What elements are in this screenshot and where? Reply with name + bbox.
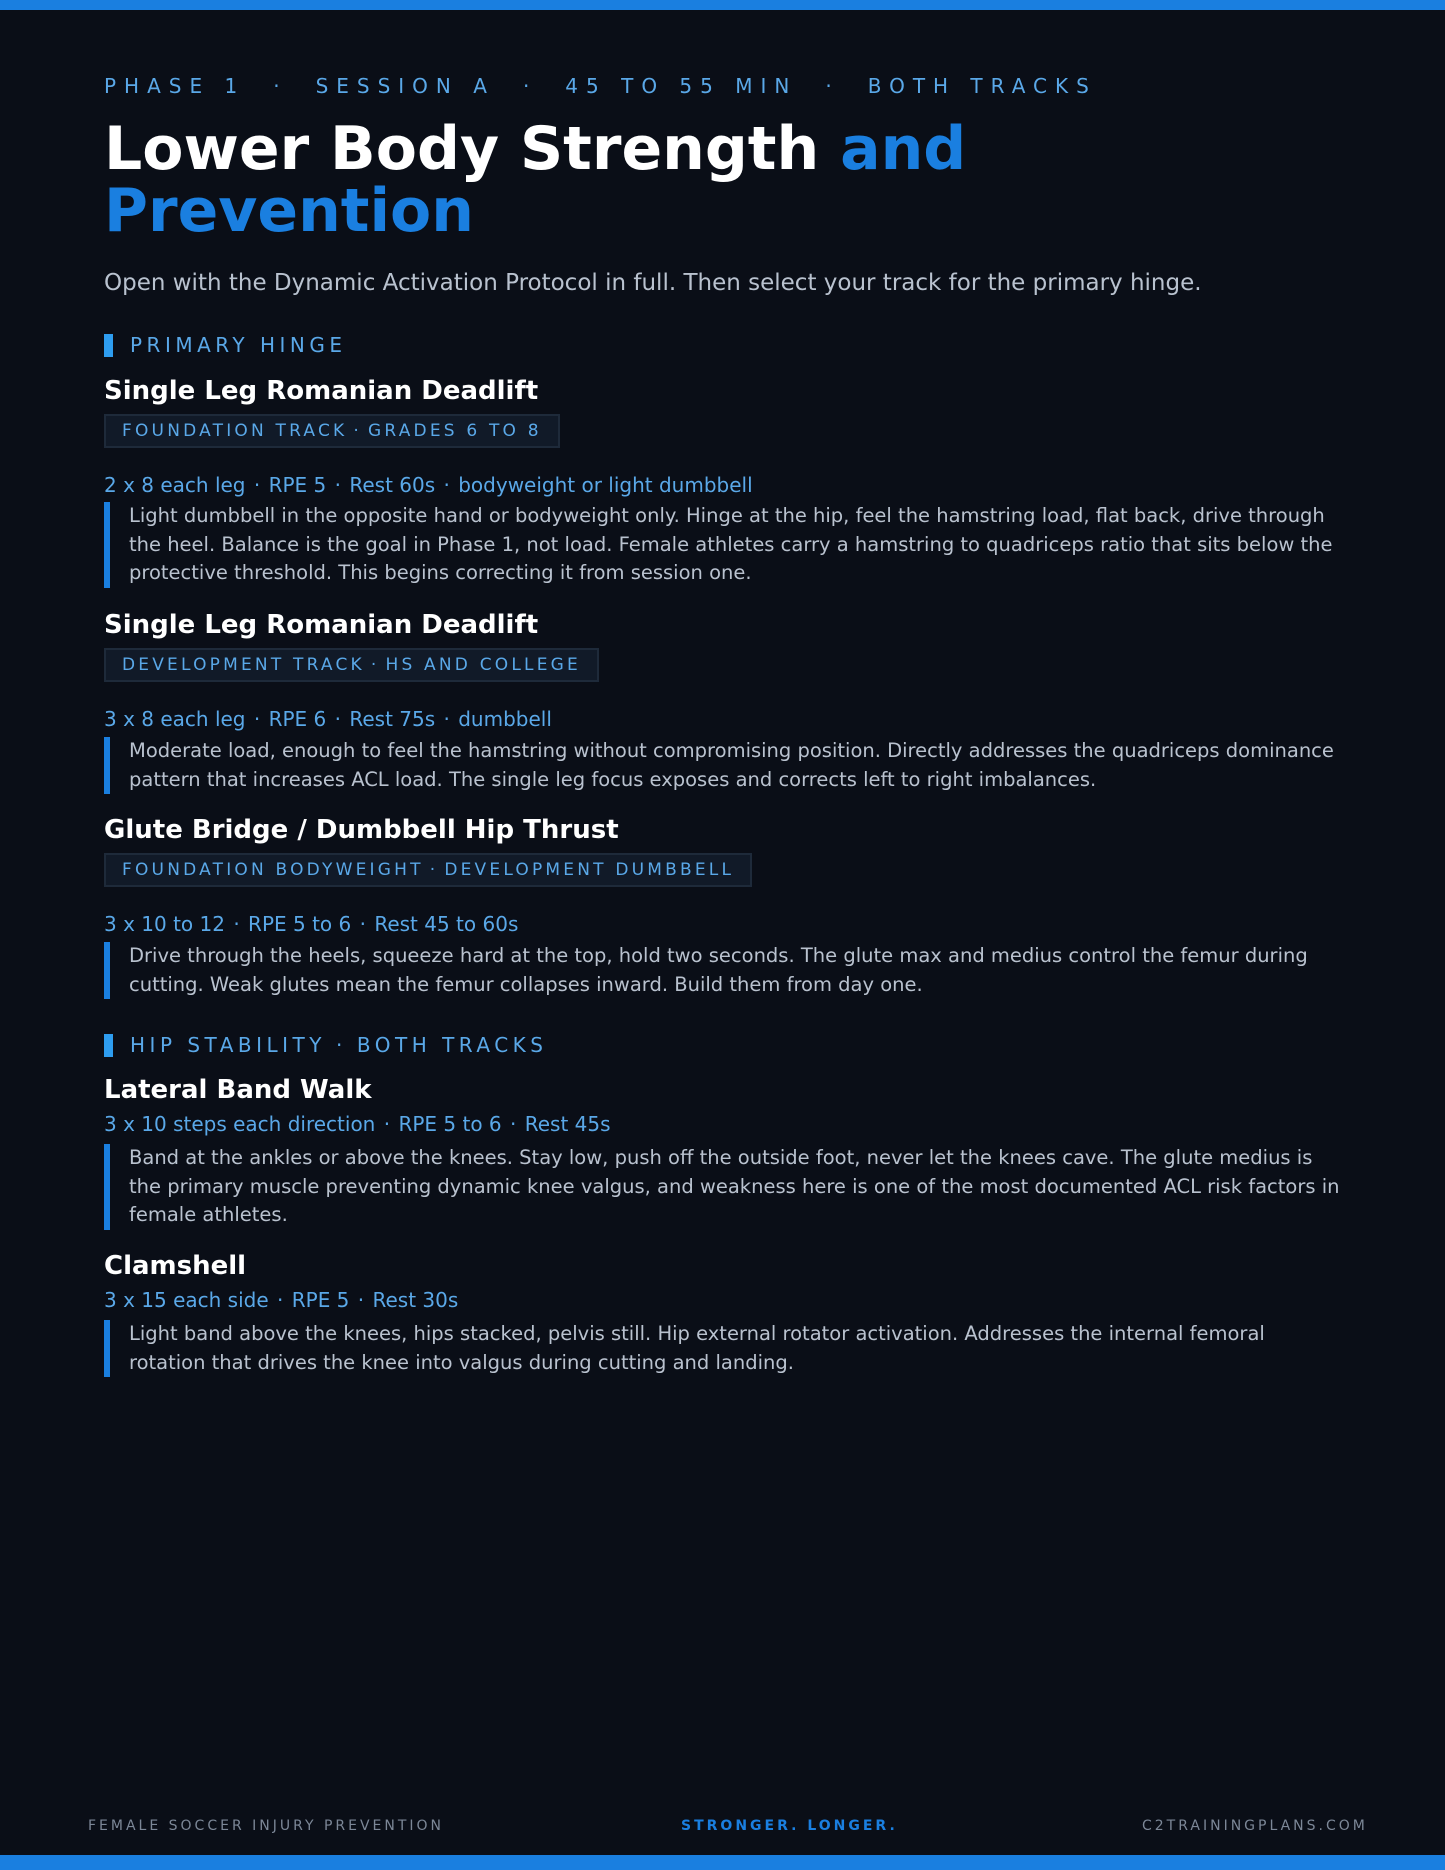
footer-website: C2TRAININGPLANS.COM [1142, 1818, 1368, 1834]
dose-rest: Rest 30s [372, 1288, 459, 1312]
dose-separator: · [359, 912, 366, 936]
top-accent-bar [0, 0, 1445, 10]
dose-rpe: RPE 5 [268, 473, 327, 497]
track-badge [104, 414, 560, 448]
dose-equipment: bodyweight or light dumbbell [458, 473, 753, 497]
eyebrow-tracks: BOTH TRACKS [867, 74, 1097, 98]
exercise-name: Glute Bridge / Dumbbell Hip Thrust [104, 815, 619, 845]
title-main: Lower Body Strength [104, 114, 841, 184]
section-label-text: BOTH TRACKS [356, 1033, 548, 1057]
exercise-note: Light dumbbell in the opposite hand or bodyweight only. Hinge at the hip, feel the hamstring load, flat back, drive through the heel. Balance is the goal in Phase 1, not load. Female athletes carry a hamstring to quadriceps ratio that sits below the protective threshold. This begins correcting it from session one. [104, 502, 1344, 588]
eyebrow-duration: 45 TO 55 MIN [565, 74, 798, 98]
dose-separator: · [253, 707, 261, 731]
dose-separator: · [277, 1288, 284, 1312]
badge-text: HS AND COLLEGE [385, 655, 581, 675]
eyebrow-separator: · [273, 74, 288, 98]
dose-rpe: RPE 5 to 6 [248, 912, 352, 936]
track-badge [104, 853, 752, 887]
dose-rest: Rest 45s [524, 1112, 611, 1136]
section-label-hip-stability [104, 1033, 548, 1057]
dose-equipment: dumbbell [458, 707, 552, 731]
exercise-note: Light band above the knees, hips stacked, pelvis still. Hip external rotator activation. Addresses the internal femoral rotation that drives the knee into valgus during cutting and landing. [104, 1320, 1344, 1377]
eyebrow-separator: · [825, 74, 840, 98]
dose-sets: 3 x 8 each leg [104, 707, 246, 731]
track-badge [104, 648, 599, 682]
dose-rest: Rest 45 to 60s [374, 912, 519, 936]
dose-separator: · [443, 473, 450, 497]
exercise-name: Single Leg Romanian Deadlift [104, 376, 539, 406]
exercise-note: Drive through the heels, squeeze hard at the top, hold two seconds. The glute max and medius control the femur during cutting. Weak glutes mean the femur collapses inward. Build them from day one. [104, 942, 1344, 999]
badge-text: DEVELOPMENT DUMBBELL [444, 860, 735, 880]
intro-text: Open with the Dynamic Activation Protocol in full. Then select your track for the primary hinge. [104, 270, 1202, 296]
dose-separator: · [383, 1112, 391, 1136]
exercise-note: Moderate load, enough to feel the hamstring without compromising position. Directly addresses the quadriceps dominance pattern that increases ACL load. The single leg focus exposes and corrects left to right imbalances. [104, 737, 1344, 794]
footer-left-text: FEMALE SOCCER INJURY PREVENTION [88, 1818, 445, 1834]
session-eyebrow [104, 74, 1097, 98]
exercise-dose [104, 912, 518, 936]
exercise-name: Single Leg Romanian Deadlift [104, 610, 539, 640]
footer-tagline: STRONGER. LONGER. [681, 1818, 898, 1834]
badge-text: GRADES 6 TO 8 [368, 421, 542, 441]
section-label-primary-hinge [104, 333, 347, 357]
dose-separator: · [510, 1112, 517, 1136]
badge-separator: · [429, 860, 439, 880]
dose-separator: · [253, 473, 261, 497]
eyebrow-separator: · [522, 74, 538, 98]
section-label-text: HIP STABILITY [130, 1033, 326, 1057]
dose-sets: 3 x 10 steps each direction [104, 1112, 376, 1136]
dose-rpe: RPE 5 [291, 1288, 350, 1312]
exercise-name: Clamshell [104, 1251, 247, 1281]
badge-text: FOUNDATION TRACK [122, 421, 348, 441]
dose-rpe: RPE 5 to 6 [398, 1112, 502, 1136]
exercise-name: Lateral Band Walk [104, 1075, 372, 1105]
dose-rpe: RPE 6 [268, 707, 327, 731]
exercise-note: Band at the ankles or above the knees. Stay low, push off the outside foot, never let the knees cave. The glute medius is the primary muscle preventing dynamic knee valgus, and weakness here is one of the most documented ACL risk factors in female athletes. [104, 1144, 1344, 1230]
exercise-dose [104, 473, 753, 497]
exercise-dose [104, 707, 552, 731]
dose-separator: · [334, 473, 341, 497]
section-label-text: PRIMARY HINGE [130, 333, 347, 357]
eyebrow-phase: PHASE 1 [104, 74, 246, 98]
exercise-dose [104, 1288, 458, 1312]
dose-separator: · [334, 707, 341, 731]
dose-separator: · [233, 912, 240, 936]
dose-rest: Rest 60s [349, 473, 436, 497]
badge-text: FOUNDATION BODYWEIGHT [122, 860, 424, 880]
page-title [104, 114, 1354, 246]
dose-sets: 3 x 15 each side [104, 1288, 269, 1312]
dose-sets: 2 x 8 each leg [104, 473, 246, 497]
dose-rest: Rest 75s [349, 707, 436, 731]
badge-text: DEVELOPMENT TRACK [122, 655, 365, 675]
title-accent: Prevention [104, 176, 474, 246]
eyebrow-session: SESSION A [315, 74, 495, 98]
exercise-dose [104, 1112, 611, 1136]
bottom-accent-bar [0, 1855, 1445, 1870]
badge-separator: · [353, 421, 362, 441]
badge-separator: · [370, 655, 380, 675]
dose-separator: · [443, 707, 450, 731]
dose-sets: 3 x 10 to 12 [104, 912, 225, 936]
section-label-separator: · [336, 1033, 347, 1057]
dose-separator: · [357, 1288, 365, 1312]
title-accent: and [840, 114, 967, 184]
